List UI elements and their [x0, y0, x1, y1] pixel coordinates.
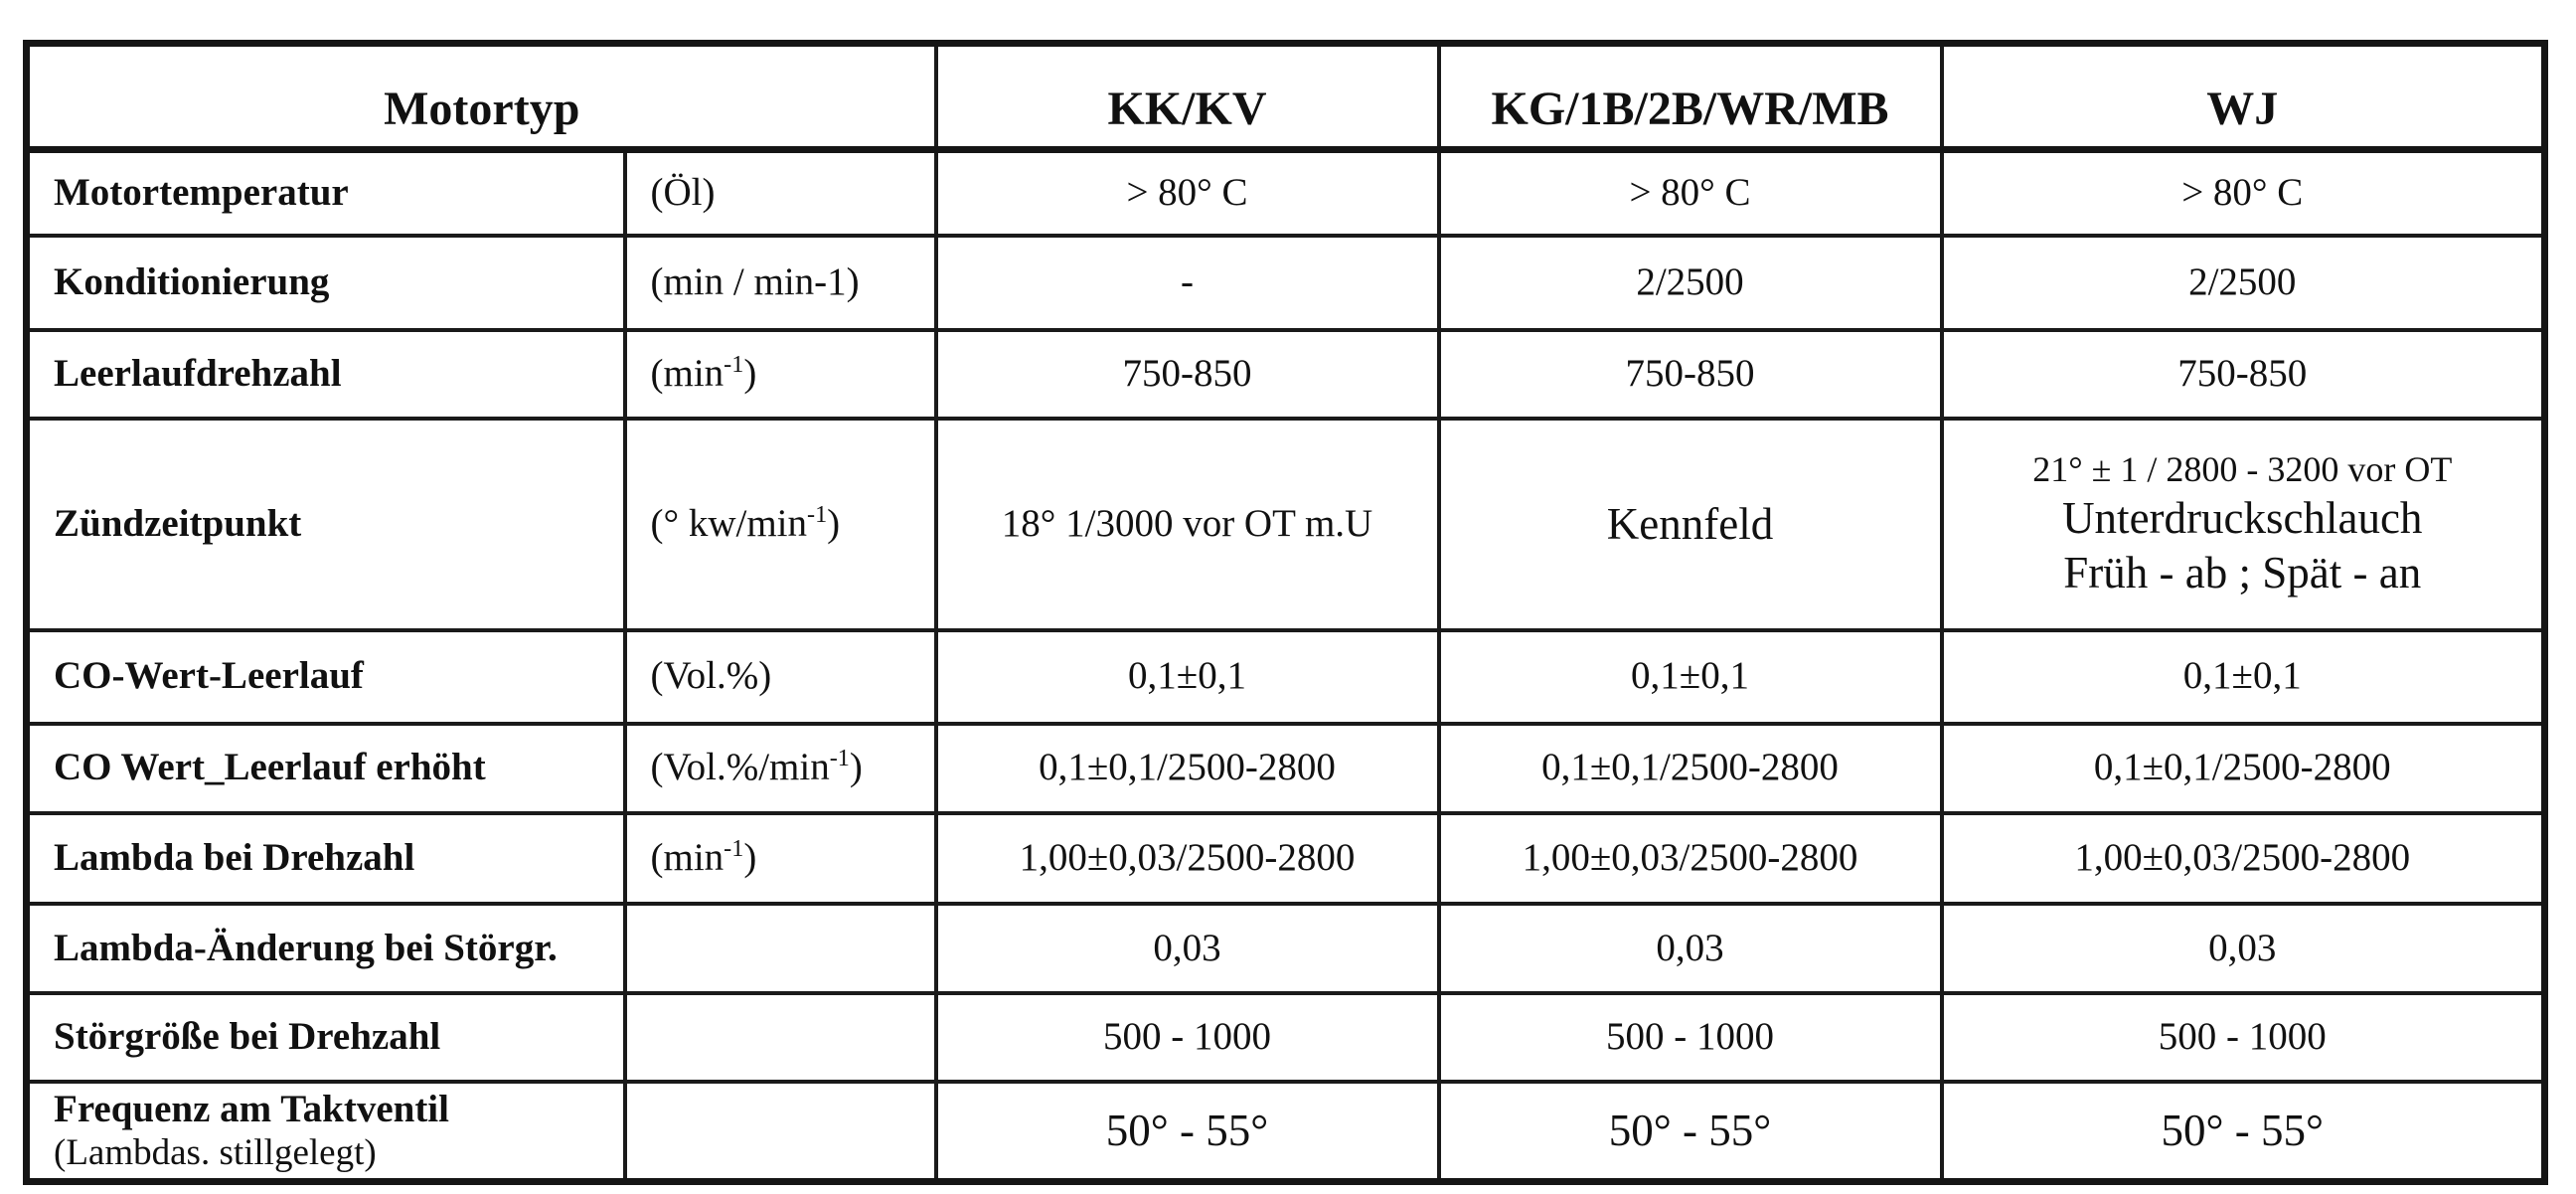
value-kk-kv: 0,1±0,1/2500-2800 [936, 724, 1439, 814]
value-wj: 50° - 55° [1942, 1082, 2545, 1182]
engine-spec-table [23, 40, 2548, 1185]
unit-superscript: -1 [724, 835, 744, 863]
value-kg: Kennfeld [1439, 419, 1942, 630]
column-header-kg: KG/1B/2B/WR/MB [1439, 44, 1942, 150]
value-kg: 50° - 55° [1439, 1082, 1942, 1182]
value-wj: 2/2500 [1942, 236, 2545, 331]
value-wj: > 80° C [1942, 149, 2545, 236]
value-kk-kv: 500 - 1000 [936, 993, 1439, 1082]
row-label: Störgröße bei Drehzahl [27, 993, 625, 1082]
row-label-note: (Lambdas. stillgelegt) [54, 1131, 377, 1173]
value-kg: 1,00±0,03/2500-2800 [1439, 813, 1942, 904]
table-row-zuendzeitpunkt [27, 419, 2545, 630]
value-kg: 500 - 1000 [1439, 993, 1942, 1082]
row-label: CO-Wert-Leerlauf [27, 630, 625, 724]
row-unit [625, 724, 936, 814]
value-kg: 0,1±0,1 [1439, 630, 1942, 724]
unit-superscript: -1 [829, 745, 850, 772]
value-wj: 0,1±0,1 [1942, 630, 2545, 724]
unit-suffix: ) [849, 746, 863, 789]
table-row-lambda-aenderung [27, 904, 2545, 994]
row-label: Lambda-Änderung bei Störgr. [27, 904, 625, 994]
row-label-main: Frequenz am Taktventil [54, 1087, 449, 1130]
table-row-co-wert-leerlauf-erhoeht [27, 724, 2545, 814]
value-kk-kv: > 80° C [936, 149, 1439, 236]
row-unit [625, 813, 936, 904]
row-unit [625, 904, 936, 994]
unit-suffix: ) [743, 836, 757, 880]
value-kk-kv: 0,03 [936, 904, 1439, 994]
unit-suffix: ) [827, 501, 841, 545]
table-row-leerlaufdrehzahl [27, 330, 2545, 419]
value-kg: 750-850 [1439, 330, 1942, 419]
value-wj: 1,00±0,03/2500-2800 [1942, 813, 2545, 904]
value-kk-kv: 18° 1/3000 vor OT m.U [936, 419, 1439, 630]
value-wj: 500 - 1000 [1942, 993, 2545, 1082]
unit-superscript: -1 [807, 500, 828, 528]
row-unit [625, 419, 936, 630]
row-label: CO Wert_Leerlauf erhöht [27, 724, 625, 814]
unit-prefix: (° kw/min [650, 501, 808, 545]
row-unit [625, 330, 936, 419]
row-unit: (Vol.%) [625, 630, 936, 724]
row-label: Leerlaufdrehzahl [27, 330, 625, 419]
unit-prefix: (Vol.%/min [650, 746, 830, 789]
value-wj-line-1: 21° ± 1 / 2800 - 3200 vor OT [2032, 448, 2453, 489]
value-kk-kv: - [936, 236, 1439, 331]
value-kk-kv: 750-850 [936, 330, 1439, 419]
row-unit [625, 993, 936, 1082]
row-label [27, 1082, 625, 1182]
table-header-row [27, 44, 2545, 150]
value-kg: 2/2500 [1439, 236, 1942, 331]
value-wj: 0,1±0,1/2500-2800 [1942, 724, 2545, 814]
value-wj: 750-850 [1942, 330, 2545, 419]
value-wj-line-2: Unterdruckschlauch [2062, 493, 2423, 544]
unit-prefix: (min [650, 352, 724, 396]
table-row-co-wert-leerlauf [27, 630, 2545, 724]
table-row-motortemperatur [27, 149, 2545, 236]
value-wj: 0,03 [1942, 904, 2545, 994]
column-header-kk-kv: KK/KV [936, 44, 1439, 150]
table-row-konditionierung [27, 236, 2545, 331]
value-wj-line-3: Früh - ab ; Spät - an [2063, 548, 2422, 598]
unit-prefix: (min [650, 836, 724, 880]
value-wj [1942, 419, 2545, 630]
value-kg: 0,1±0,1/2500-2800 [1439, 724, 1942, 814]
unit-suffix: ) [743, 352, 757, 396]
value-kg: 0,03 [1439, 904, 1942, 994]
value-kk-kv: 1,00±0,03/2500-2800 [936, 813, 1439, 904]
value-kk-kv: 50° - 55° [936, 1082, 1439, 1182]
row-unit: (min / min-1) [625, 236, 936, 331]
value-kg: > 80° C [1439, 149, 1942, 236]
row-label: Zündzeitpunkt [27, 419, 625, 630]
table-row-stoergroesse [27, 993, 2545, 1082]
column-header-wj: WJ [1942, 44, 2545, 150]
row-label: Konditionierung [27, 236, 625, 331]
table-row-lambda-bei-drehzahl [27, 813, 2545, 904]
row-unit [625, 1082, 936, 1182]
unit-superscript: -1 [724, 351, 744, 379]
table-row-frequenz-taktventil [27, 1082, 2545, 1182]
row-label: Lambda bei Drehzahl [27, 813, 625, 904]
row-unit: (Öl) [625, 149, 936, 236]
value-kk-kv: 0,1±0,1 [936, 630, 1439, 724]
motortyp-header: Motortyp [27, 44, 936, 150]
row-label: Motortemperatur [27, 149, 625, 236]
